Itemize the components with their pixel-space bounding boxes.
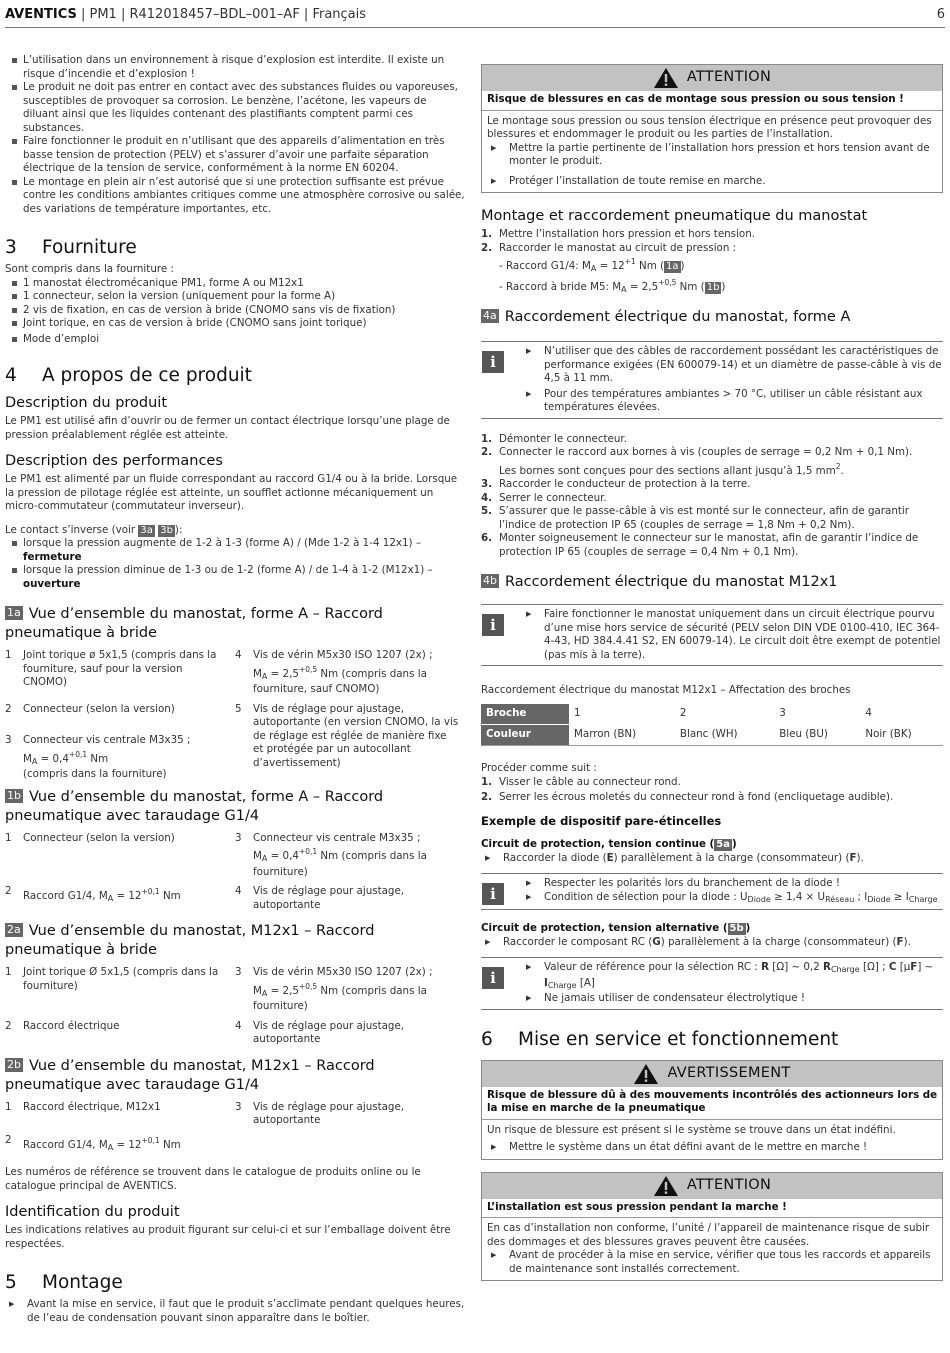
figure-ref-3a[interactable]: 3a bbox=[140, 524, 153, 536]
info-box bbox=[481, 957, 943, 1010]
warning-heading: L’installation est sous pression pendant la marche ! bbox=[482, 1201, 942, 1219]
right-column bbox=[481, 64, 943, 1295]
warning-action: ▶ Mettre la partie pertinente de l’installation hors pression et hors tension avant de monter le produit. bbox=[487, 142, 937, 169]
section-4-heading: 4 A propos de ce produit bbox=[5, 365, 252, 386]
contact-list bbox=[5, 537, 465, 591]
identification-text: Les indications relatives au produit figurant sur celui-ci et sur l’emballage doivent être respectées. bbox=[5, 1224, 451, 1250]
section-6-heading: 6 Mise en service et fonctionnement bbox=[481, 1028, 839, 1050]
figure-4a-heading: 4a Raccordement électrique du manostat, forme A bbox=[483, 309, 851, 325]
legend-item: 2 Raccord électrique bbox=[5, 1019, 120, 1032]
figure-1b-legend bbox=[5, 832, 465, 919]
warning-text: Le montage sous pression ou sous tension électrique en présence peut provoquer des blessures et endommager le produit ou les parties de l’installation. bbox=[487, 114, 932, 140]
brand-name: AVENTICS bbox=[5, 7, 77, 22]
dc-heading: Circuit de protection, tension continue ( 5a ) bbox=[481, 838, 737, 850]
avertissement-box bbox=[481, 1060, 943, 1160]
table-header: Broche bbox=[481, 704, 569, 725]
identification-heading: Identification du produit bbox=[5, 1204, 180, 1220]
info-text: ▶ Condition de sélection pour la diode : $U_{Diode} \ge 1,4 \times U_{Réseau}$ ; $I_{Diode} \ge I_{Charge}$ bbox=[522, 891, 943, 907]
warning-text: Un risque de blessure est présent si le système se trouve dans un état indéfini. bbox=[487, 1123, 896, 1136]
figure-2a-legend bbox=[5, 966, 465, 1053]
list-item: L’utilisation dans un environnement à risque d’explosion est interdite. Il existe un risque d’incendie et d’explosion ! bbox=[5, 54, 465, 81]
table-cell: Noir (BK) bbox=[860, 725, 943, 746]
warning-action: ▶ Avant de procéder à la mise en service, vérifier que tous les raccords et appareils de maintenance sont installés correctement. bbox=[487, 1249, 937, 1276]
figure-1a-legend bbox=[5, 649, 465, 788]
figure-2b-legend bbox=[5, 1101, 465, 1161]
warning-action: ▶ Protéger l’installation de toute remise en marche. bbox=[487, 175, 937, 189]
warning-triangle-icon bbox=[653, 67, 679, 89]
pneumatic-heading: Montage et raccordement pneumatique du manostat bbox=[481, 208, 868, 224]
legend-item: 3 Connecteur vis centrale M3x35 ; $M_A = 0,4^{+0,1}$ Nm (compris dans la fourniture) bbox=[5, 734, 191, 780]
warning-heading: Risque de blessures en cas de montage sous pression ou sous tension ! bbox=[482, 93, 942, 111]
figure-1b-heading: 1b Vue d’ensemble du manostat, forme A – Raccord pneumatique avec taraudage G1/4 bbox=[5, 788, 384, 824]
info-text: ▶ Pour des températures ambiantes > 70 °C, utiliser un câble résistant aux températures élevées. bbox=[522, 388, 943, 415]
description-text: Le PM1 est utilisé afin d’ouvrir ou de fermer un contact électrique lorsqu’une plage de pression préalablement réglée est atteinte. bbox=[5, 415, 450, 441]
info-icon: i bbox=[482, 967, 504, 989]
list-item: 1 connecteur, selon la version (uniquement pour la forme A) bbox=[5, 290, 465, 304]
section-5-heading: 5 Montage bbox=[5, 1272, 123, 1293]
list-item: 1. Visser le câble au connecteur rond. bbox=[481, 775, 681, 788]
list-item: 2. Raccorder le manostat au circuit de pression : - Raccord G1/4: $M_A = 12^{+1}$ Nm ( 1a ) - Raccord à bride M5: $M_A = 2,5^{+0,5}$ Nm ( 1b ) bbox=[481, 241, 737, 294]
legend-item: 1 Raccord électrique, M12x1 bbox=[5, 1100, 161, 1113]
warning-heading: Risque de blessure dû à des mouvements incontrôlés des actionneurs lors de la mise en marche de la pneumatique bbox=[482, 1089, 942, 1120]
fourniture-intro: Sont compris dans la fourniture : bbox=[5, 263, 174, 275]
list-item: 5. S’assurer que le passe-câble à vis est monté sur le connecteur, afin de garantir l’indice de protection IP 65 (couples de serrage = 1,8 Nm + 0,2 Nm). bbox=[481, 505, 909, 531]
list-item: 2. Connecter le raccord aux bornes à vis (couples de serrage = 0,2 Nm + 0,1 Nm). Les bornes sont conçues pour des sections allant jusqu’à 1,5 $mm^2$. bbox=[481, 446, 913, 477]
warning-title: AVERTISSEMENT bbox=[482, 1061, 942, 1087]
description-heading: Description du produit bbox=[5, 395, 168, 411]
list-item: lorsque la pression diminue de 1-3 ou de 1-2 (forme A) / de 1-4 à 1-2 (M12x1) – ouverture bbox=[5, 564, 465, 591]
safety-bullets bbox=[5, 54, 465, 216]
figure-2a-heading: 2a Vue d’ensemble du manostat, M12x1 – Raccord pneumatique à bride bbox=[5, 923, 375, 958]
attention-box bbox=[481, 1172, 943, 1282]
list-item: Joint torique, en cas de version à bride (CNOMO sans joint torique) bbox=[5, 317, 465, 331]
pneumatic-steps bbox=[481, 228, 943, 296]
legend-item: 2 Connecteur (selon la version) bbox=[5, 702, 175, 715]
list-item: Mode d’emploi bbox=[5, 333, 465, 347]
legend-item: 4 Vis de vérin M5x30 ISO 1207 (2x) ; $M_A = 2,5^{+0,5}$ Nm (compris dans la fourniture, sauf CNOMO) bbox=[235, 649, 433, 695]
doc-reference: | PM1 | R412018457–BDL–001–AF | Français bbox=[76, 7, 367, 22]
legend-item: 1 Joint torique Ø 5x1,5 (compris dans la fourniture) bbox=[5, 966, 219, 992]
info-text: ▶ Valeur de référence pour la sélection RC : R [Ω] ~ 0,2 $R_{Charge}$ [Ω] ; C [μF] ~ $I_{Charge}$ [A] bbox=[522, 961, 943, 992]
performance-heading: Description des performances bbox=[5, 453, 223, 469]
figure-ref-3b[interactable]: 3b bbox=[160, 524, 173, 536]
electrical-steps bbox=[481, 433, 943, 560]
dc-step: ▶ Raccorder la diode (E) parallèlement à la charge (consommateur) (F). bbox=[481, 852, 943, 866]
list-item: 1. Mettre l’installation hors pression et hors tension. bbox=[481, 228, 755, 240]
figure-1a-heading: 1a Vue d’ensemble du manostat, forme A – Raccord pneumatique à bride bbox=[5, 606, 383, 641]
table-cell: Marron (BN) bbox=[569, 725, 675, 746]
warning-text: En cas d’installation non conforme, l’unité / l’appareil de maintenance risque de subir des dommages et des blessures graves peuvent être causées. bbox=[487, 1222, 930, 1248]
montage-step: ▶ Avant la mise en service, il faut que le produit s’acclimate pendant quelques heures, de l’eau de condensation pouvant sinon apparaître dans le boîtier. bbox=[5, 1298, 465, 1325]
ac-heading: Circuit de protection, tension alternative ( 5b ) bbox=[481, 922, 751, 934]
info-icon: i bbox=[482, 883, 504, 905]
figure-4b-heading: 4b Raccordement électrique du manostat M12x1 bbox=[483, 574, 838, 590]
legend-item: 3 Vis de réglage pour ajustage, autoportante bbox=[235, 1100, 405, 1126]
info-icon: i bbox=[482, 614, 504, 636]
list-item: 2. Serrer les écrous moletés du connecteur rond à fond (encliquetage audible). bbox=[481, 791, 894, 803]
list-item: Faire fonctionner le produit en n’utilisant que des appareils d’alimentation en très basse tension de protection (PELV) et s’assurer d’avoir une parfaite séparation électrique de la tension de service, conformément à la norme EN 60204. bbox=[5, 135, 465, 176]
warning-title: ATTENTION bbox=[482, 65, 942, 91]
warning-title: ATTENTION bbox=[482, 1173, 942, 1199]
info-text: ▶ Respecter les polarités lors du branchement de la diode ! bbox=[522, 877, 943, 891]
info-text: ▶ Faire fonctionner le manostat uniquement dans un circuit électrique pourvu d’une mise hors service de sécurité (PELV selon DIN VDE 0100-410, IEC 364-4-43, HD 384.4.41 S2, EN 60079-14). Le circuit doit être exempt de potentiel (pas mis à la terre). bbox=[522, 608, 943, 662]
warning-triangle-icon bbox=[633, 1063, 659, 1085]
references-text: Les numéros de référence se trouvent dans le catalogue de produits online ou le catalogue principal de AVENTICS. bbox=[5, 1166, 421, 1192]
info-text: ▶ N’utiliser que des câbles de raccordement possédant les caractéristiques de performance exigées (EN 600079-14) et un diamètre de passe-câble à vis de 4,5 à 11 mm. bbox=[522, 345, 943, 386]
legend-item: 1 Joint torique ø 5x1,5 (compris dans la fourniture, sauf pour la version CNOMO) bbox=[5, 649, 217, 688]
warning-action: ▶ Mettre le système dans un état défini avant de le mettre en marche ! bbox=[487, 1141, 937, 1155]
table-row bbox=[481, 704, 943, 725]
legend-item: 4 Vis de réglage pour ajustage, autoportante bbox=[235, 1019, 405, 1045]
ac-step: ▶ Raccorder le composant RC (G) parallèlement à la charge (consommateur) (F). bbox=[481, 936, 943, 950]
legend-item: 3 Connecteur vis centrale M3x35 ; $M_A = 0,4^{+0,1}$ Nm (compris dans la fourniture) bbox=[235, 831, 427, 878]
list-item: 3. Raccorder le conducteur de protection à la terre. bbox=[481, 478, 751, 490]
info-box bbox=[481, 341, 943, 419]
spark-heading: Exemple de dispositif pare-étincelles bbox=[481, 813, 722, 828]
list-item: 6. Monter soigneusement le connecteur sur le manostat, afin de garantir l’indice de protection IP 65 (couples de serrage = 0,4 Nm + 0,1 Nm). bbox=[481, 532, 919, 558]
legend-item: 3 Vis de vérin M5x30 ISO 1207 (2x) ; $M_A = 2,5^{+0,5}$ Nm (compris dans la fourniture) bbox=[235, 966, 433, 1012]
info-box bbox=[481, 604, 943, 666]
page-number: 6 bbox=[936, 7, 945, 22]
info-icon: i bbox=[482, 351, 504, 373]
legend-item: 2 Raccord G1/4, $M_A = 12^{+0,1}$ Nm bbox=[5, 885, 181, 903]
procedure-steps bbox=[481, 776, 943, 805]
legend-item: 5 Vis de réglage pour ajustage, autoportante (en version CNOMO, la vis de réglage est réglée de manière fixe et protégée par un autocollant d’avertissement) bbox=[235, 702, 459, 769]
attention-box bbox=[481, 64, 943, 193]
table-cell: 4 bbox=[860, 704, 943, 725]
table-cell: Blanc (WH) bbox=[675, 725, 774, 746]
list-item: 4. Serrer le connecteur. bbox=[481, 491, 607, 504]
fourniture-list bbox=[5, 277, 465, 347]
legend-item: 4 Vis de réglage pour ajustage, autoportante bbox=[235, 885, 405, 911]
table-caption: Raccordement électrique du manostat M12x1 – Affectation des broches bbox=[481, 684, 851, 696]
list-item: Le produit ne doit pas entrer en contact avec des substances fluides ou vaporeuses, susceptibles de provoquer sa corrosion. Le benzène, l’acétone, les vapeurs de diluant ainsi que les liquides contenant des plastifiants comptent parmi ces substances. bbox=[5, 81, 465, 135]
list-item: 1 manostat électromécanique PM1, forme A ou M12x1 bbox=[5, 277, 465, 291]
list-item: Le montage en plein air n’est autorisé que si une protection suffisante est prévue contre les conditions ambiantes critiques comme une atmosphère corrosive ou salée, des variations de température importantes, etc. bbox=[5, 176, 465, 217]
left-column bbox=[5, 54, 465, 1325]
figure-2b-heading: 2b Vue d’ensemble du manostat, M12x1 – Raccord pneumatique avec taraudage G1/4 bbox=[5, 1057, 375, 1093]
table-cell: 3 bbox=[774, 704, 860, 725]
info-text: ▶ Ne jamais utiliser de condensateur électrolytique ! bbox=[522, 992, 943, 1006]
section-3-heading: 3 Fourniture bbox=[5, 237, 137, 258]
table-cell: Bleu (BU) bbox=[774, 725, 860, 746]
table-header: Couleur bbox=[481, 725, 569, 746]
info-box bbox=[481, 873, 943, 910]
procedure-intro: Procéder comme suit : bbox=[481, 762, 597, 774]
list-item: 2 vis de fixation, en cas de version à bride (CNOMO sans vis de fixation) bbox=[5, 304, 465, 318]
performance-text: Le PM1 est alimenté par un fluide correspondant au raccord G1/4 ou à la bride. Lorsque la pression de pilotage réglée est atteinte, un soufflet actionne mécaniquement un micro-commutateur (commutateur inverseur). bbox=[5, 473, 458, 512]
list-item: 1. Démonter le connecteur. bbox=[481, 432, 627, 445]
legend-item: 1 Connecteur (selon la version) bbox=[5, 831, 175, 844]
warning-triangle-icon bbox=[653, 1175, 679, 1197]
table-cell: 2 bbox=[675, 704, 774, 725]
table-row bbox=[481, 725, 943, 746]
page-header bbox=[5, 6, 945, 28]
contact-intro: Le contact s’inverse (voir 3a 3b ): bbox=[5, 523, 183, 536]
table-cell: 1 bbox=[569, 704, 675, 725]
list-item: lorsque la pression augmente de 1-2 à 1-3 (forme A) / (Mde 1-2 à 1-4 12x1) – fermeture bbox=[5, 537, 465, 564]
legend-item: 2 Raccord G1/4, $M_A = 12^{+0,1}$ Nm bbox=[5, 1133, 181, 1152]
pin-assignment-table bbox=[481, 704, 943, 747]
